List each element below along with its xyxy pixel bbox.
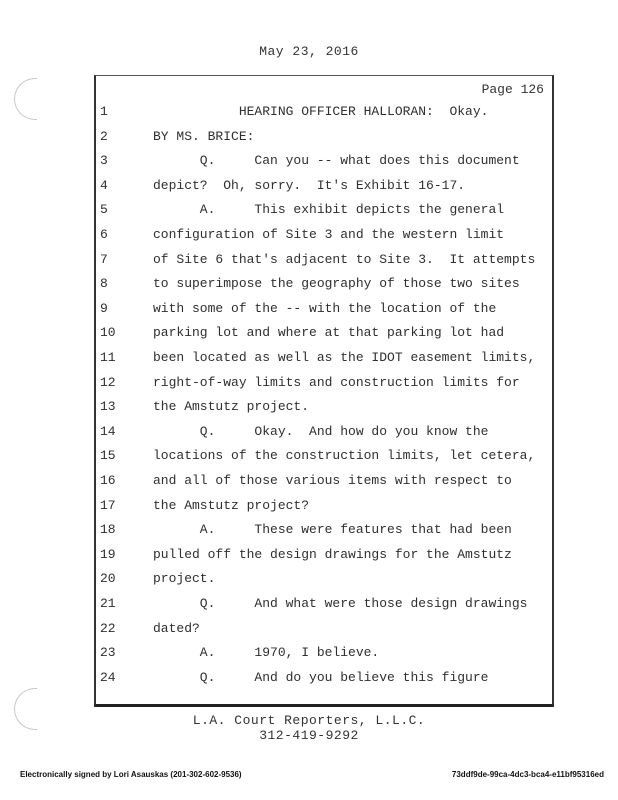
line-number: 14	[100, 424, 116, 439]
transcript-line: with some of the -- with the location of the	[153, 301, 497, 316]
transcript-line: BY MS. BRICE:	[153, 129, 255, 144]
header-date: May 23, 2016	[259, 44, 359, 59]
transcript-line: parking lot and where at that parking lot had	[153, 325, 505, 340]
line-number: 22	[100, 621, 116, 636]
footer-reporter: L.A. Court Reporters, L.L.C.	[192, 713, 426, 728]
line-number: 3	[100, 153, 108, 168]
line-number: 5	[100, 202, 108, 217]
document-hash: 73ddf9de-99ca-4dc3-bca4-e11bf95316ed	[451, 770, 604, 779]
transcript-line: depict? Oh, sorry. It's Exhibit 16-17.	[153, 178, 466, 193]
transcript-line: pulled off the design drawings for the Amstutz	[153, 547, 512, 562]
transcript-line: dated?	[153, 621, 200, 636]
transcript-line: project.	[153, 571, 216, 586]
line-number: 4	[100, 178, 108, 193]
line-number: 15	[100, 448, 116, 463]
transcript-line: HEARING OFFICER HALLORAN: Okay.	[153, 104, 489, 119]
transcript-line: right-of-way limits and construction limits for	[153, 375, 520, 390]
line-number: 6	[100, 227, 108, 242]
transcript-frame	[94, 75, 554, 707]
line-number: 16	[100, 473, 116, 488]
line-number: 24	[100, 670, 116, 685]
transcript-line: of Site 6 that's adjacent to Site 3. It attempts	[153, 252, 536, 267]
transcript-line: Q. And do you believe this figure	[153, 670, 489, 685]
electronic-signature: Electronically signed by Lori Asauskas (201-302-602-9536)	[20, 770, 242, 779]
transcript-line: the Amstutz project?	[153, 498, 310, 513]
transcript-line: to superimpose the geography of those two sites	[153, 276, 520, 291]
line-number: 11	[100, 350, 116, 365]
line-number: 19	[100, 547, 116, 562]
line-number: 20	[100, 571, 116, 586]
line-number: 13	[100, 399, 116, 414]
line-number: 2	[100, 129, 108, 144]
transcript-line: Q. Can you -- what does this document	[153, 153, 520, 168]
page-number: Page 126	[481, 82, 544, 97]
line-number: 21	[100, 596, 116, 611]
transcript-line: been located as well as the IDOT easement limits,	[153, 350, 536, 365]
line-number: 7	[100, 252, 108, 267]
transcript-line: the Amstutz project.	[153, 399, 310, 414]
line-number: 1	[100, 104, 108, 119]
transcript-line: A. These were features that had been	[153, 522, 512, 537]
line-number: 17	[100, 498, 116, 513]
transcript-line: A. 1970, I believe.	[153, 645, 380, 660]
line-number: 18	[100, 522, 116, 537]
line-number: 23	[100, 645, 116, 660]
line-number: 10	[100, 325, 116, 340]
hole-punch-mark	[14, 78, 37, 120]
line-number: 12	[100, 375, 116, 390]
transcript-line: locations of the construction limits, let cetera,	[153, 448, 536, 463]
transcript-line: configuration of Site 3 and the western limit	[153, 227, 505, 242]
transcript-line: Q. Okay. And how do you know the	[153, 424, 489, 439]
line-number: 9	[100, 301, 108, 316]
transcript-line: A. This exhibit depicts the general	[153, 202, 505, 217]
line-number: 8	[100, 276, 108, 291]
transcript-line: Q. And what were those design drawings	[153, 596, 528, 611]
transcript-line: and all of those various items with respect to	[153, 473, 512, 488]
footer-phone: 312-419-9292	[259, 728, 359, 743]
